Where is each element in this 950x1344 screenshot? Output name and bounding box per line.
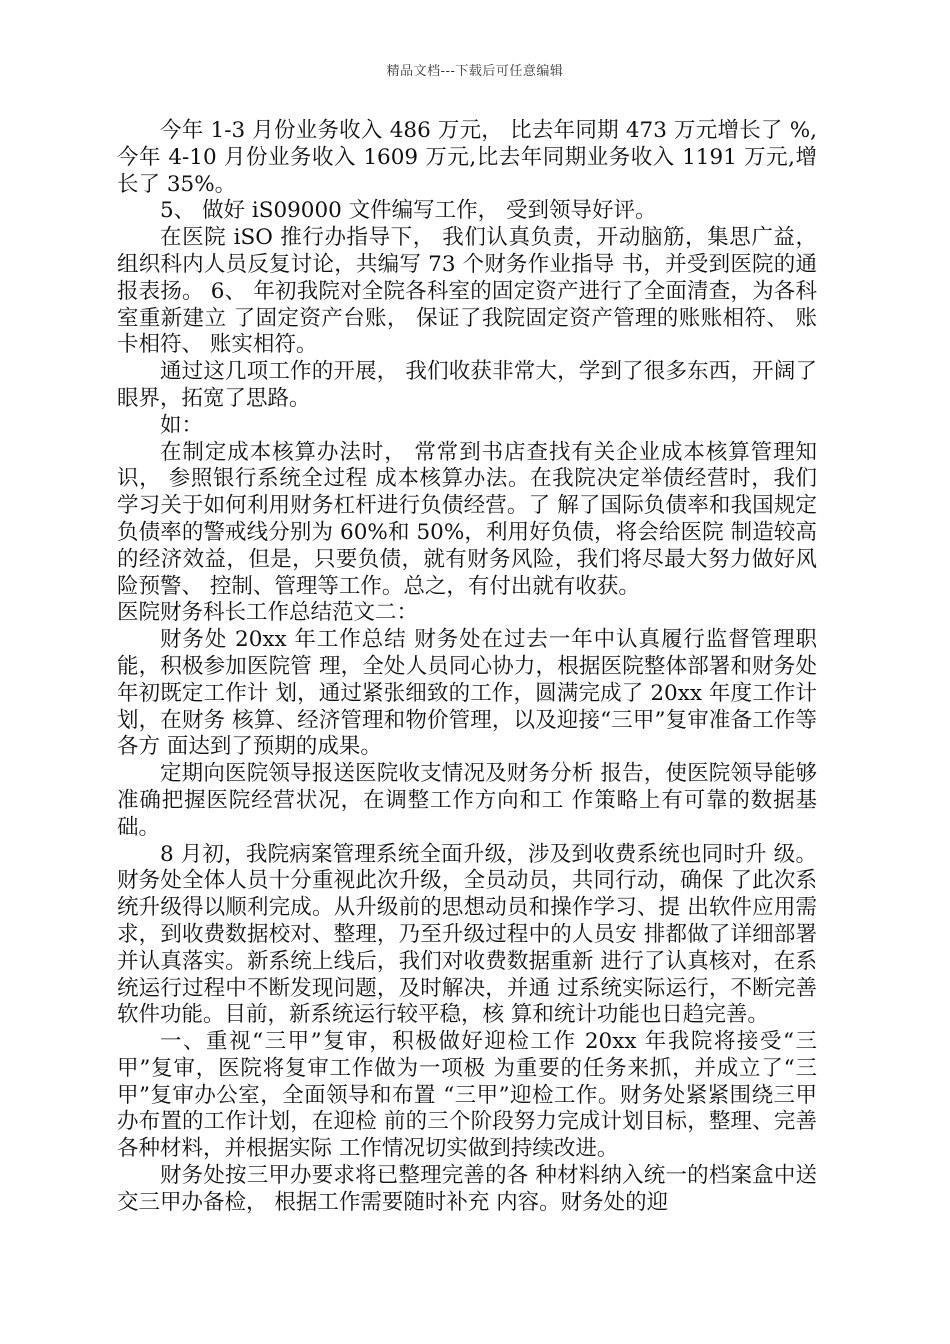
paragraph-example-label: 如： [160,412,204,438]
paragraph-cost-accounting: 在制定成本核算办法时， 常常到书店查找有关企业成本核算管理知识， 参照银行系统全过程 成本核算办法。在我院决定举债经营时，我们学习关于如何利用财务杠杆进行负债经营。了 解了国际负债率和我国规定负债率的警戒线分别为 60%和 50%，利用好负债，将会给医院 制造较高的经济效益，但是，只要负债，就有财务风险，我们将尽最大努力做好风险预警、 控制、管理等工作。总之，有付出就有收获。 [117,439,817,599]
paragraph-gains: 通过这几项工作的开展， 我们收获非常大，学到了很多东西，开阔了眼界，拓宽了思路。 [117,359,817,411]
paragraph-materials: 财务处按三甲办要求将已整理完善的各 种材料纳入统一的档案盒中送交三甲办备检， 根据工作需要随时补充 内容。财务处的迎 [117,1163,817,1215]
document-body [117,118,817,1217]
paragraph-annual-summary: 财务处 20xx 年工作总结 财务处在过去一年中认真履行监督管理职能，积极参加医院管 理，全处人员同心协力，根据医院整体部署和财务处年初既定工作计 划，通过紧张细致的工作，圆满完成了 20xx 年度工作计划，在财务 核算、经济管理和物价管理，以及迎接“三甲”复审准备工作等各方 面达到了预期的成果。 [117,627,817,760]
paragraph-iso-heading: 5、 做好 iS09000 文件编写工作， 受到领导好评。 [160,198,657,224]
paragraph-iso-work: 在医院 iSO 推行办指导下， 我们认真负责，开动脑筋，集思广益，组织科内人员反复讨论，共编写 73 个财务作业指导 书，并受到医院的通报表扬。 6、 年初我院对全院各科室的固定资产进行了全面清查，为各科室重新建立 了固定资产台账， 保证了我院固定资产管理的账账相符、 账卡相符、 账实相符。 [117,225,817,358]
paragraph-reporting: 定期向医院领导报送医院收支情况及财务分析 报告，使医院领导能够准确把握医院经营状况，在调整工作方向和工 作策略上有可靠的数据基础。 [117,761,817,840]
page-header: 精品文档---下载后可任意编辑 [386,64,564,79]
paragraph-revenue: 今年 1-3 月份业务收入 486 万元， 比去年同期 473 万元增长了 %,今年 4-10 月份业务收入 1609 万元,比去年同期业务收入 1191 万元,增长了 35%。 [117,118,817,197]
section-title: 医院财务科长工作总结范文二： [117,600,419,626]
paragraph-review-prep: 一、重视“三甲”复审，积极做好迎检工作 20xx 年我院将接受“三甲”复审，医院将复审工作做为一项极 为重要的任务来抓，并成立了“三甲”复审办公室，全面领导和布置 “三甲”迎检工作。财务处紧紧围绕三甲办布置的工作计划，在迎检 前的三个阶段努力完成计划目标，整理、完善各种材料，并根据实际 工作情况切实做到持续改进。 [117,1029,817,1162]
paragraph-system-upgrade: 8 月初，我院病案管理系统全面升级，涉及到收费系统也同时升 级。财务处全体人员十分重视此次升级，全员动员，共同行动，确保 了此次系统升级得以顺利完成。从升级前的思想动员和操作学习、提 出软件应用需求，到收费数据校对、整理，乃至升级过程中的人员安 排都做了详细部署并认真落实。新系统上线后，我们对收费数据重新 进行了认真核对，在系统运行过程中不断发现问题，及时解决，并通 过系统实际运行，不断完善软件功能。目前，新系统运行较平稳，核 算和统计功能也日趋完善。 [117,841,817,1028]
